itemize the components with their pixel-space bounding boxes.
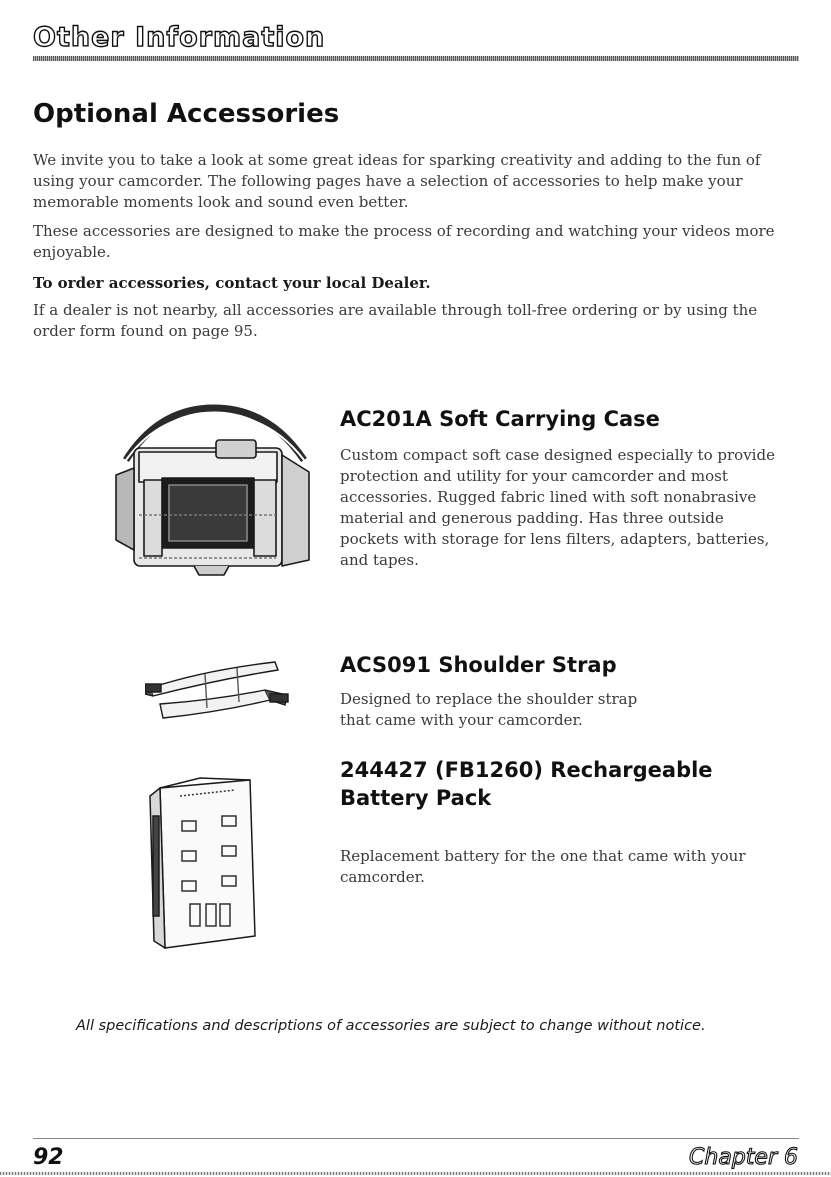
intro-paragraph: These accessories are designed to make the process of recording and watching your videos more enjoyable. [33,222,775,261]
chapter-label: Chapter 6 [689,1145,798,1170]
accessory-shoulder-strap [340,651,800,731]
accessory-carrying-case [340,405,820,585]
carrying-case-icon [104,400,324,578]
specifications-notice: All specifications and descriptions of accessories are subject to change without notice. [76,1018,706,1034]
accessory-title: ACS091 Shoulder Strap [340,653,617,677]
battery-pack-icon [140,776,265,954]
intro-paragraph: We invite you to take a look at some great ideas for sparking creativity and adding to the fun of using your camcorder. The following pages have a selection of accessories to help make your memorable moments look and sound even better. [33,151,761,211]
page-title: Optional Accessories [33,99,340,129]
bottom-rule [0,1172,831,1175]
accessory-battery-pack [340,756,800,886]
section-header: Other Information [33,22,326,53]
order-instruction: To order accessories, contact your local Dealer. [33,274,431,292]
accessory-description: Replacement battery for the one that came with your camcorder. [340,847,746,886]
accessory-description: Custom compact soft case designed especially to provide protection and utility for your camcorder and most accessories. Rugged fabric lined with soft nonabrasive material and generous padding. Has three outside pockets with storage for lens filters, adapters, batteries, and tapes. [340,446,775,569]
accessory-title: AC201A Soft Carrying Case [340,407,660,431]
page-number: 92 [33,1145,64,1170]
footer-rule [33,1138,799,1139]
accessory-title: 244427 (FB1260) Rechargeable Battery Pack [340,758,713,810]
shoulder-strap-icon [145,660,290,730]
accessory-description: Designed to replace the shoulder strap that came with your camcorder. [340,690,638,729]
header-rule [33,56,799,61]
intro-paragraph: If a dealer is not nearby, all accessories are available through toll-free ordering or by using the order form found on page 95. [33,301,758,340]
